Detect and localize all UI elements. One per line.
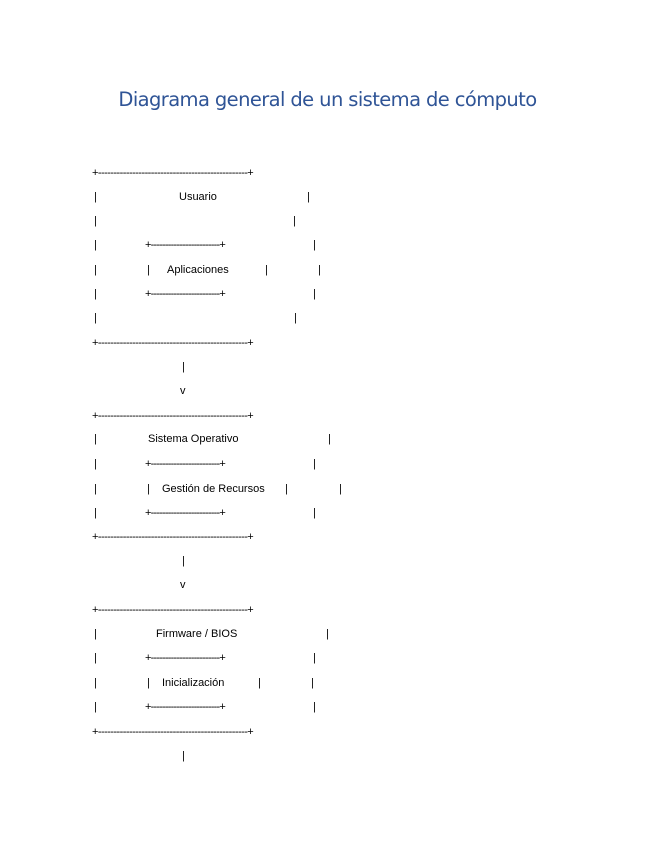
box-user-left-bar: | (94, 312, 97, 324)
box-user-right-bar: | (307, 191, 310, 203)
arrow-shaft: | (182, 361, 185, 373)
box-user-left-bar: | (94, 215, 97, 227)
inner-box-apps-bottom-border: +------------------------+ (145, 288, 225, 300)
box-user-right-bar: | (318, 264, 321, 276)
box-firmware-left-bar: | (94, 628, 97, 640)
inner-box-apps-top-border: +------------------------+ (145, 239, 225, 251)
inner-box-resources-left-bar: | (147, 483, 150, 495)
box-user-right-bar: | (294, 312, 297, 324)
box-firmware-right-bar: | (326, 628, 329, 640)
document-title: Diagrama general de un sistema de cómputo (118, 88, 537, 111)
box-user-left-bar: | (94, 264, 97, 276)
inner-box-init-bottom-border: +------------------------+ (145, 701, 225, 713)
box-os-left-bar: | (94, 483, 97, 495)
box-os-left-bar: | (94, 433, 97, 445)
box-os-bottom-border: +------------------------------------------------+ (92, 531, 254, 543)
box-user-left-bar: | (94, 239, 97, 251)
box-user-bottom-border: +------------------------------------------------+ (92, 337, 254, 349)
inner-box-apps-right-bar: | (265, 264, 268, 276)
label-usuario: Usuario (179, 191, 217, 203)
box-os-right-bar: | (339, 483, 342, 495)
box-firmware-right-bar: | (311, 677, 314, 689)
box-firmware-left-bar: | (94, 677, 97, 689)
label-inicializacion: Inicialización (162, 677, 225, 689)
label-aplicaciones: Aplicaciones (167, 264, 229, 276)
box-user-right-bar: | (293, 215, 296, 227)
inner-box-apps-left-bar: | (147, 264, 150, 276)
box-os-right-bar: | (313, 507, 316, 519)
label-firmware-bios: Firmware / BIOS (156, 628, 238, 640)
box-os-right-bar: | (328, 433, 331, 445)
inner-box-resources-bottom-border: +------------------------+ (145, 507, 225, 519)
arrow-shaft: | (182, 750, 185, 762)
box-firmware-right-bar: | (313, 652, 316, 664)
box-firmware-right-bar: | (313, 701, 316, 713)
box-firmware-top-border: +------------------------------------------------+ (92, 604, 254, 616)
inner-box-resources-right-bar: | (285, 483, 288, 495)
box-firmware-left-bar: | (94, 701, 97, 713)
box-user-top-border: +------------------------------------------------+ (92, 167, 254, 179)
box-os-top-border: +------------------------------------------------+ (92, 410, 254, 422)
box-user-left-bar: | (94, 191, 97, 203)
inner-box-init-top-border: +------------------------+ (145, 652, 225, 664)
inner-box-resources-top-border: +------------------------+ (145, 458, 225, 470)
box-user-right-bar: | (313, 239, 316, 251)
label-sistema-operativo: Sistema Operativo (148, 433, 239, 445)
box-user-right-bar: | (313, 288, 316, 300)
inner-box-init-left-bar: | (147, 677, 150, 689)
box-os-right-bar: | (313, 458, 316, 470)
box-os-left-bar: | (94, 507, 97, 519)
inner-box-init-right-bar: | (258, 677, 261, 689)
arrow-shaft: | (182, 555, 185, 567)
box-os-left-bar: | (94, 458, 97, 470)
arrow-head: v (180, 385, 186, 397)
arrow-head: v (180, 579, 186, 591)
label-gestion-de-recursos: Gestión de Recursos (162, 483, 265, 495)
box-firmware-bottom-border: +------------------------------------------------+ (92, 726, 254, 738)
box-user-left-bar: | (94, 288, 97, 300)
box-firmware-left-bar: | (94, 652, 97, 664)
